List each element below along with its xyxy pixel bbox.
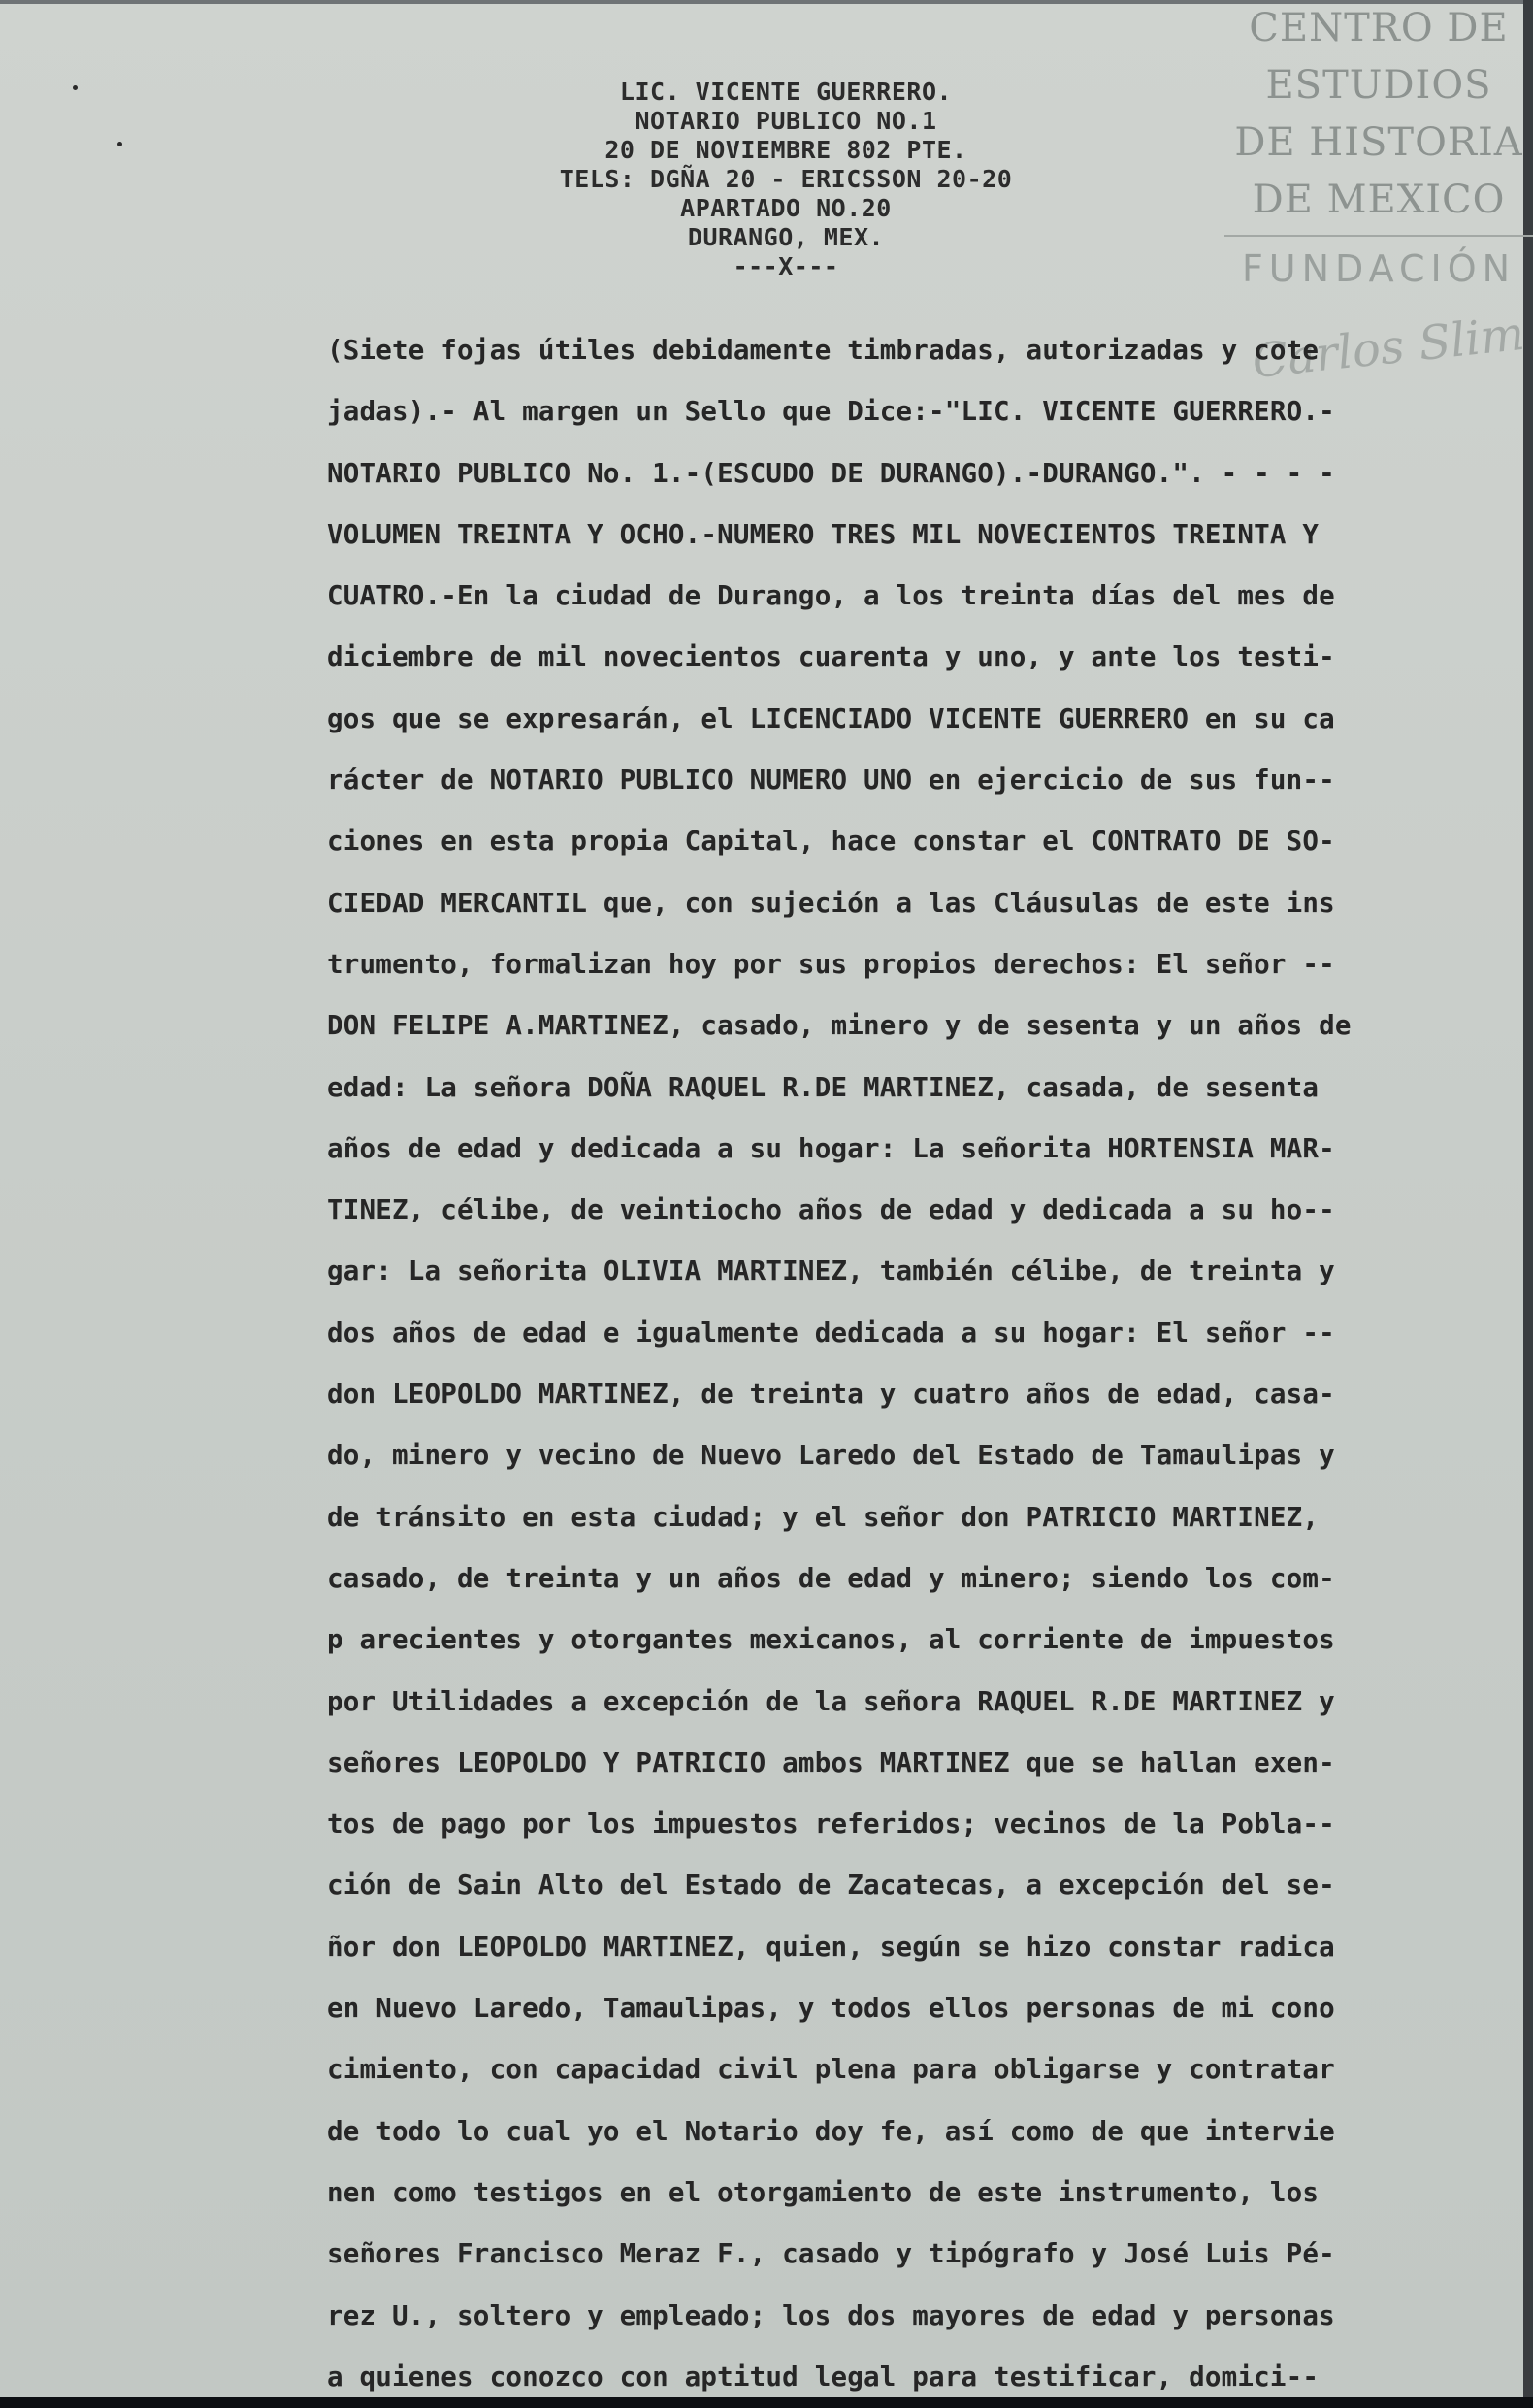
body-line: diciembre de mil novecientos cuarenta y uno, y ante los testi- xyxy=(327,641,1335,673)
body-line: (Siete fojas útiles debidamente timbradas, autorizadas y cote xyxy=(327,335,1320,366)
letterhead-line: APARTADO NO.20 xyxy=(680,194,892,222)
margin-mark xyxy=(117,142,122,146)
body-line: casado, de treinta y un años de edad y minero; siendo los com- xyxy=(327,1562,1335,1594)
body-line: VOLUMEN TREINTA Y OCHO.-NUMERO TRES MIL NOVECIENTOS TREINTA Y xyxy=(327,518,1320,550)
body-line: p arecientes y otorgantes mexicanos, al corriente de impuestos xyxy=(327,1624,1335,1656)
letterhead-line: ---X--- xyxy=(733,252,839,280)
letterhead-line: LIC. VICENTE GUERRERO. xyxy=(619,78,953,106)
body-line: CUATRO.-En la ciudad de Durango, a los treinta días del mes de xyxy=(327,580,1335,612)
body-line: en Nuevo Laredo, Tamaulipas, y todos ellos personas de mi cono xyxy=(327,1993,1335,2025)
body-line: a quienes conozco con aptitud legal para testificar, domici-- xyxy=(327,2360,1320,2392)
body-line: de todo lo cual yo el Notario doy fe, así como de que intervie xyxy=(327,2115,1335,2147)
letterhead-line: 20 DE NOVIEMBRE 802 PTE. xyxy=(604,136,967,164)
watermark-divider xyxy=(1224,235,1533,237)
body-line: de tránsito en esta ciudad; y el señor don PATRICIO MARTINEZ, xyxy=(327,1501,1320,1533)
body-line: trumento, formalizan hoy por sus propios derechos: El señor -- xyxy=(327,948,1335,980)
body-line: dos años de edad e igualmente dedicada a su hogar: El señor -- xyxy=(327,1317,1335,1349)
body-line: cimiento, con capacidad civil plena para obligarse y contratar xyxy=(327,2054,1335,2086)
archive-watermark xyxy=(1224,0,1533,291)
body-line: NOTARIO PUBLICO No. 1.-(ESCUDO DE DURANGO).-DURANGO.". - - - - xyxy=(327,457,1335,489)
body-line: rez U., soltero y empleado; los dos mayores de edad y personas xyxy=(327,2299,1335,2331)
body-line: don LEOPOLDO MARTINEZ, de treinta y cuatro años de edad, casa- xyxy=(327,1379,1335,1411)
body-line: CIEDAD MERCANTIL que, con sujeción a las Cláusulas de este ins xyxy=(327,887,1335,919)
body-line: DON FELIPE A.MARTINEZ, casado, minero y de sesenta y un años de xyxy=(327,1010,1352,1042)
watermark-foundation: FUNDACIÓN xyxy=(1241,247,1517,290)
body-line: ciones en esta propia Capital, hace constar el CONTRATO DE SO- xyxy=(327,826,1335,858)
deed-body xyxy=(327,320,1472,2408)
body-line: rácter de NOTARIO PUBLICO NUMERO UNO en ejercicio de sus fun-- xyxy=(327,765,1335,797)
body-line: edad: La señora DOÑA RAQUEL R.DE MARTINEZ, casada, de sesenta xyxy=(327,1071,1320,1103)
watermark-line: CENTRO DE xyxy=(1249,6,1509,50)
body-line: señores Francisco Meraz F., casado y tipógrafo y José Luis Pé- xyxy=(327,2238,1335,2270)
notary-letterhead xyxy=(543,78,1028,281)
watermark-line: DE HISTORIA xyxy=(1234,120,1523,165)
margin-mark xyxy=(73,85,78,90)
body-line: gar: La señorita OLIVIA MARTINEZ, también célibe, de treinta y xyxy=(327,1255,1335,1287)
body-line: nen como testigos en el otorgamiento de este instrumento, los xyxy=(327,2176,1320,2208)
body-line: gos que se expresarán, el LICENCIADO VICENTE GUERRERO en su ca xyxy=(327,702,1335,734)
body-line: tos de pago por los impuestos referidos; vecinos de la Pobla-- xyxy=(327,1808,1335,1840)
letterhead-line: NOTARIO PUBLICO NO.1 xyxy=(635,107,937,135)
body-line: años de edad y dedicada a su hogar: La señorita HORTENSIA MAR- xyxy=(327,1132,1335,1164)
body-line: ción de Sain Alto del Estado de Zacatecas, a excepción del se- xyxy=(327,1870,1335,1902)
body-line: por Utilidades a excepción de la señora RAQUEL R.DE MARTINEZ y xyxy=(327,1685,1335,1717)
letterhead-line: DURANGO, MEX. xyxy=(687,223,885,251)
body-line: ñor don LEOPOLDO MARTINEZ, quien, según se hizo constar radica xyxy=(327,1931,1335,1963)
body-line: TINEZ, célibe, de veintiocho años de edad y dedicada a su ho-- xyxy=(327,1194,1335,1226)
watermark-signature: Carlos Slim xyxy=(1249,306,1527,390)
letterhead-line: TELS: DGÑA 20 - ERICSSON 20-20 xyxy=(559,165,1013,193)
body-line: do, minero y vecino de Nuevo Laredo del Estado de Tamaulipas y xyxy=(327,1440,1335,1472)
watermark-line: DE MEXICO xyxy=(1252,178,1506,222)
body-line: señores LEOPOLDO Y PATRICIO ambos MARTINEZ que se hallan exen- xyxy=(327,1746,1335,1778)
body-line: jadas).- Al margen un Sello que Dice:-"LIC. VICENTE GUERRERO.- xyxy=(327,396,1335,428)
watermark-line: ESTUDIOS xyxy=(1265,63,1492,108)
